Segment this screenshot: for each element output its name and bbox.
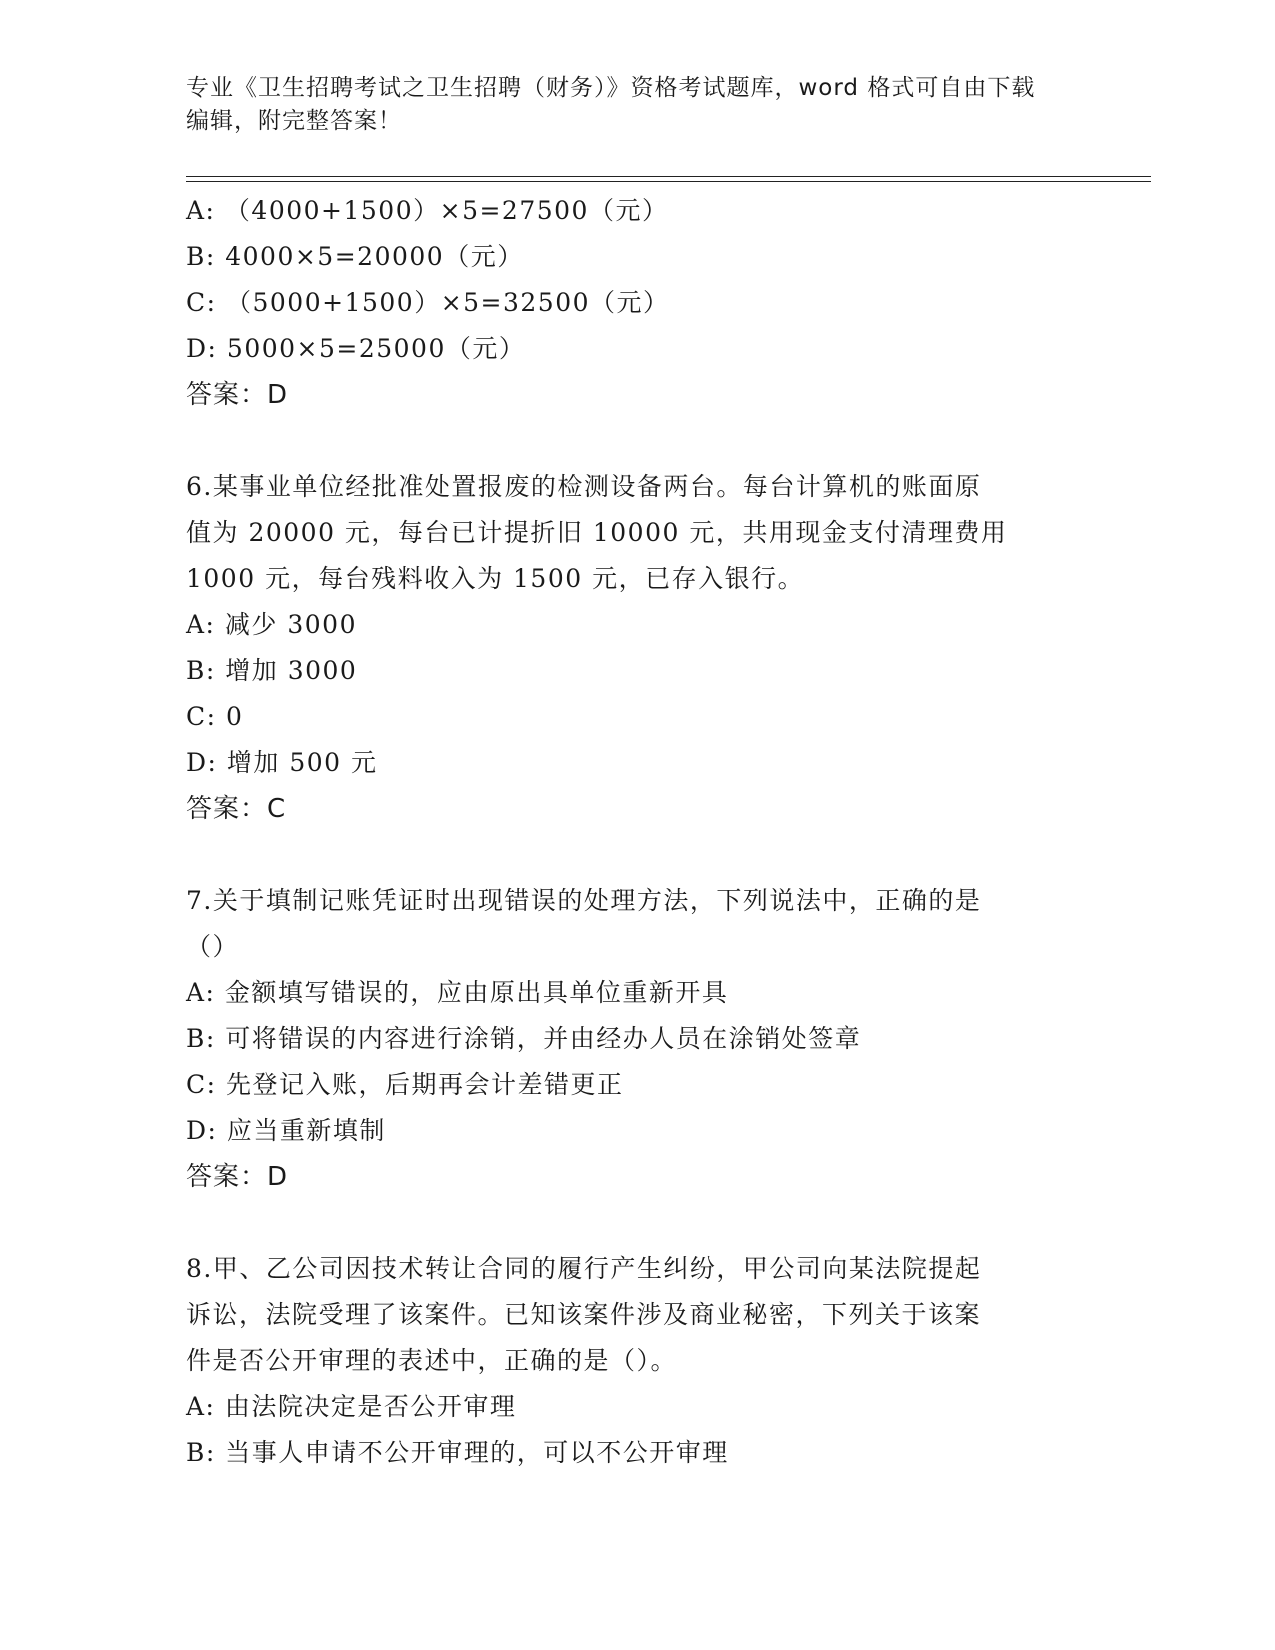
question-7-stem: [186, 878, 1086, 970]
question-8-stem-line-3: 件是否公开审理的表述中，正确的是（）。: [186, 1346, 678, 1375]
question-5-option-a: A: （4000+1500）×5=27500（元）: [186, 196, 669, 225]
question-6-stem-line-1: 6.某事业单位经批准处置报废的检测设备两台。每台计算机的账面原: [186, 472, 982, 501]
question-6-stem-line-2: 值为 20000 元，每台已计提折旧 10000 元，共用现金支付清理费用: [186, 518, 1008, 547]
question-8-stem-line-1: 8.甲、乙公司因技术转让合同的履行产生纠纷，甲公司向某法院提起: [186, 1254, 982, 1283]
question-7-option-c: C: 先登记入账，后期再会计差错更正: [186, 1070, 624, 1099]
question-8-option-b: B: 当事人申请不公开审理的，可以不公开审理: [186, 1438, 729, 1467]
question-7-option-b: B: 可将错误的内容进行涂销，并由经办人员在涂销处签章: [186, 1024, 862, 1053]
question-7-stem-line-1: 7.关于填制记账凭证时出现错误的处理方法，下列说法中，正确的是: [186, 886, 982, 915]
question-7-option-a: A: 金额填写错误的，应由原出具单位重新开具: [186, 978, 729, 1007]
header-divider-top: [186, 176, 1151, 177]
question-8-stem-line-2: 诉讼，法院受理了该案件。已知该案件涉及商业秘密，下列关于该案: [186, 1300, 982, 1329]
question-6-option-c: C: 0: [186, 702, 244, 731]
question-5-answer: 答案：D: [186, 380, 289, 410]
question-5-block: [186, 188, 1086, 418]
question-5-option-d: D: 5000×5=25000（元）: [186, 334, 526, 363]
question-7-block: [186, 878, 1086, 1200]
question-8-stem: [186, 1246, 1086, 1384]
question-6-stem: [186, 464, 1086, 602]
question-6-stem-line-3: 1000 元，每台残料收入为 1500 元，已存入银行。: [186, 564, 805, 593]
spacer: [186, 1200, 1086, 1246]
question-7-answer: 答案：D: [186, 1162, 289, 1192]
question-7-stem-line-2: （）: [186, 932, 240, 961]
header-line-1: 专业《卫生招聘考试之卫生招聘（财务）》资格考试题库，word 格式可自由下载: [186, 75, 1036, 101]
question-8-block: [186, 1246, 1086, 1476]
question-6-answer: 答案：C: [186, 794, 287, 824]
question-8-option-a: A: 由法院决定是否公开审理: [186, 1392, 517, 1421]
question-content: [186, 188, 1086, 1476]
spacer: [186, 832, 1086, 878]
question-7-option-d: D: 应当重新填制: [186, 1116, 386, 1145]
question-6-option-d: D: 增加 500 元: [186, 748, 378, 777]
spacer: [186, 418, 1086, 464]
header-line-2: 编辑，附完整答案！: [186, 108, 402, 134]
question-6-block: [186, 464, 1086, 832]
header-divider-bottom: [186, 181, 1151, 182]
page-header: [186, 72, 1086, 138]
question-5-option-b: B: 4000×5=20000（元）: [186, 242, 524, 271]
question-6-option-b: B: 增加 3000: [186, 656, 358, 685]
question-6-option-a: A: 减少 3000: [186, 610, 357, 639]
question-5-option-c: C: （5000+1500）×5=32500（元）: [186, 288, 670, 317]
